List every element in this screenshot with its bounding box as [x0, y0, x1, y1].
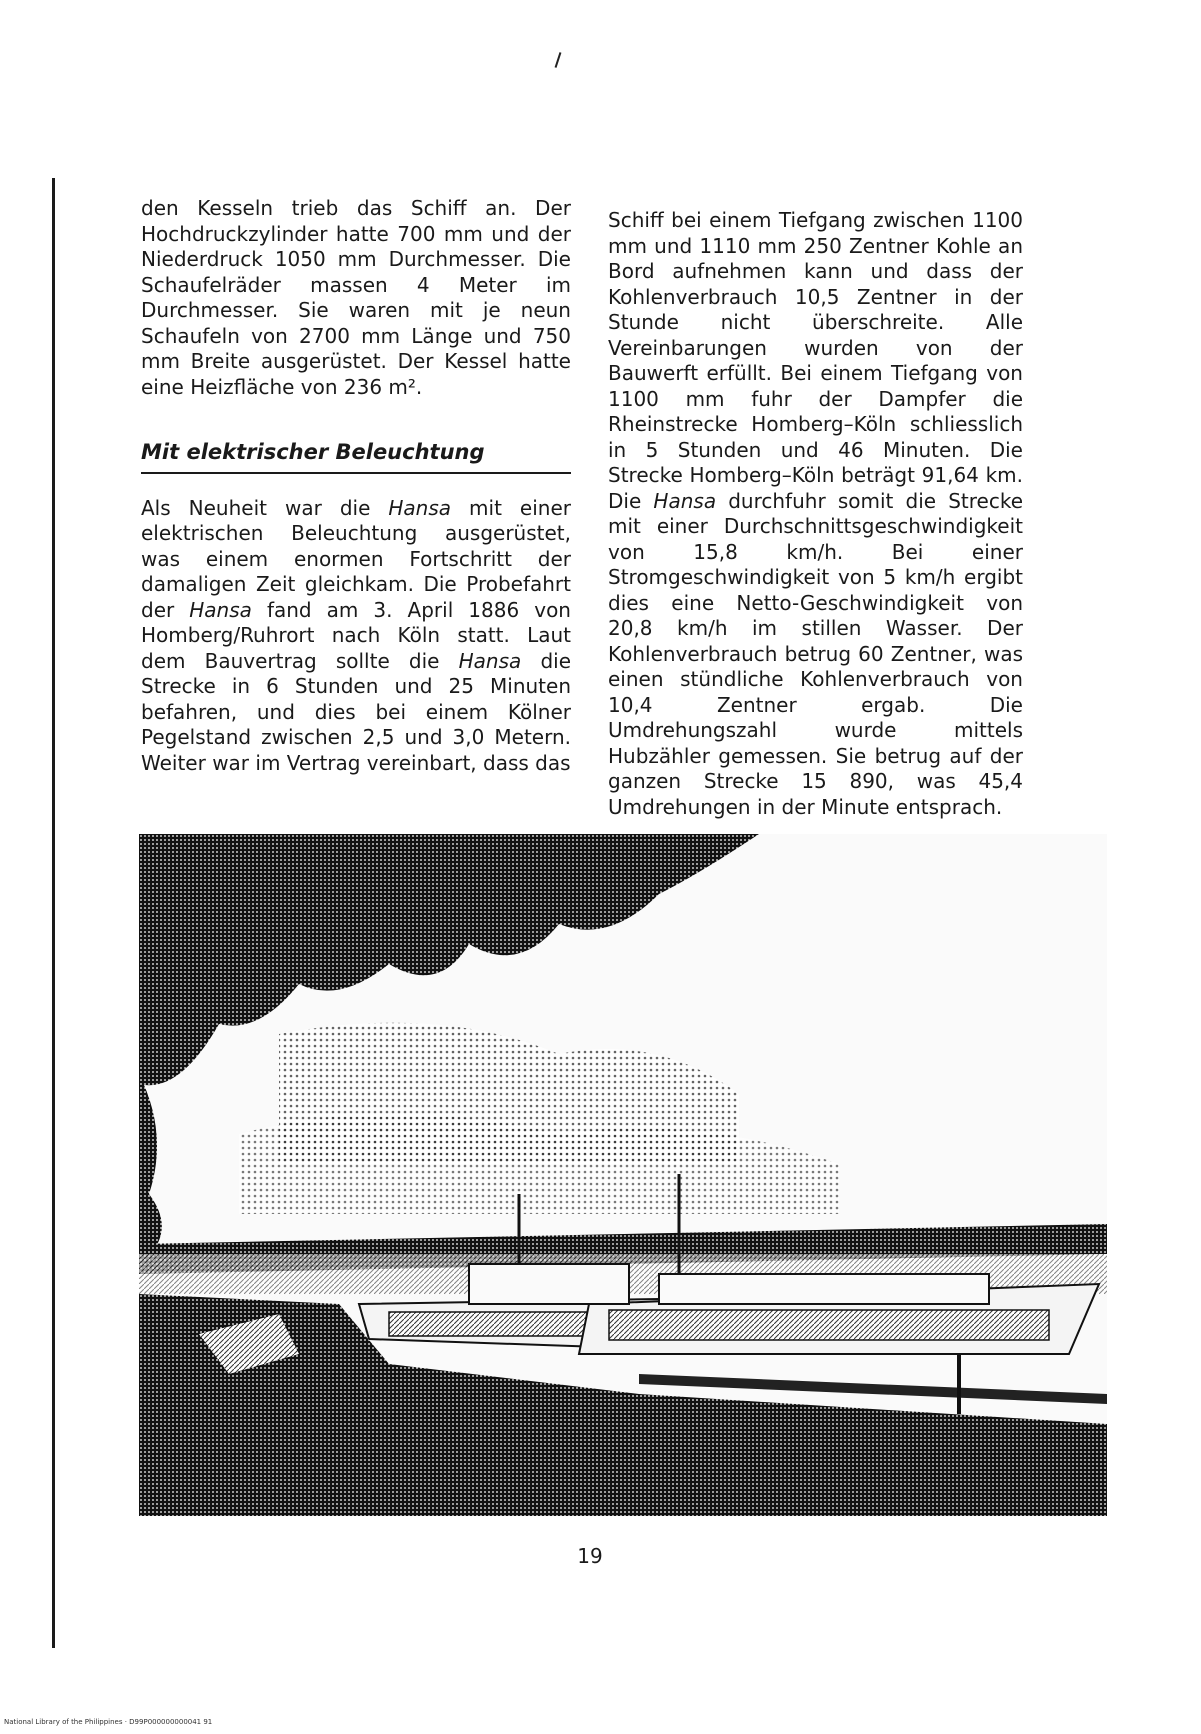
- steamship-photo: [139, 834, 1107, 1516]
- text-run: mit einer elektrischen Beleuchtung ausgerüstet, was einem enormen Fortschritt der damaligen Zeit gleichkam. Die Probefahrt der: [141, 495, 571, 622]
- paragraph-trial-run: [608, 208, 1023, 820]
- text-run: durchfuhr somit die Strecke mit einer Durchschnittsgeschwindigkeit von 15,8 km/h. Bei einer Stromgeschwindigkeit von 5 km/h ergibt dies eine Netto-Geschwindigkeit von 20,8 km/h im stillen Wasser. Der Kohlenverbrauch betrug 60 Zentner, was einen stündliche Kohlenverbrauch von 10,4 Zentner ergab. Die Umdrehungszahl wurde mittels Hubzähler gemessen. Sie betrug auf der ganzen Strecke 15 890, was 45,4 Umdrehungen in der Minute entsprach.: [608, 488, 1024, 819]
- ship-name: Hansa: [653, 488, 717, 513]
- right-text-column: [608, 208, 1023, 820]
- text-run: Als Neuheit war die: [141, 495, 389, 520]
- binding-edge-line: [52, 178, 55, 1648]
- left-text-column: [141, 196, 571, 776]
- ship-name: Hansa: [388, 495, 452, 520]
- paragraph-boiler-specs: den Kesseln trieb das Schiff an. Der Hochdruckzylinder hatte 700 mm und der Niederdruck 1050 mm Durchmesser. Die Schaufelräder massen 4 Meter im Durchmesser. Sie waren mit je neun Schaufeln von 2700 mm Länge und 750 mm Breite ausgerüstet. Der Kessel hatte eine Heizfläche von 236 m².: [141, 196, 571, 399]
- section-heading: Mit elektrischer Beleuchtung: [141, 440, 571, 474]
- archive-footer-note: National Library of the Philippines · D99P000000000041 91: [4, 1718, 213, 1726]
- paragraph-electric-lighting: [141, 496, 571, 777]
- page-number: 19: [577, 1544, 603, 1568]
- ship-name: Hansa: [458, 648, 522, 673]
- ship-name: Hansa: [189, 597, 252, 622]
- text-run: Schiff bei einem Tiefgang zwischen 1100 mm und 1110 mm 250 Zentner Kohle an Bord aufnehmen kann und dass der Kohlenverbrauch 10,5 Zentner in der Stunde nicht überschreite. Alle Vereinbarungen wurden von der Bauwerft erfüllt. Bei einem Tiefgang von 1100 mm fuhr der Dampfer die Rheinstrecke Homberg–Köln schliesslich in 5 Stunden und 46 Minuten. Die Strecke Homberg–Köln beträgt 91,64 km. Die: [608, 208, 1023, 513]
- pen-mark: [555, 52, 562, 68]
- text-run: fand am 3. April 1886 von Homberg/Ruhrort nach Köln statt. Laut dem Bauvertrag sollte die: [141, 597, 571, 673]
- text-run: die Strecke in 6 Stunden und 25 Minuten befahren, und dies bei einem Kölner Pegelstand zwischen 2,5 und 3,0 Metern. Weiter war im Vertrag vereinbart, dass das: [141, 648, 571, 775]
